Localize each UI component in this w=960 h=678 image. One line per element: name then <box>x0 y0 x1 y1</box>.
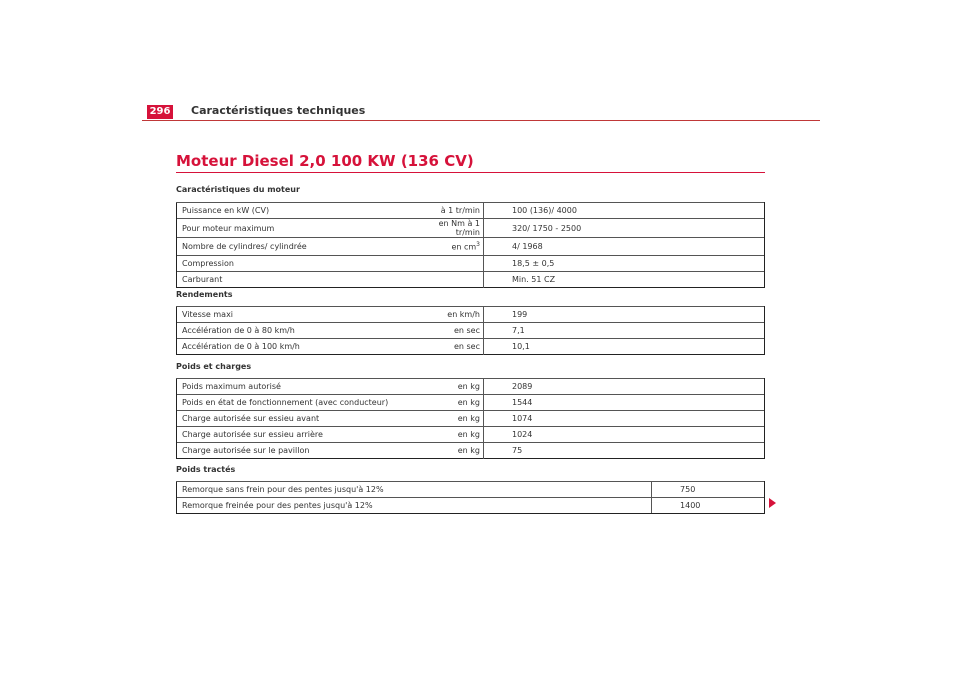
page-number: 296 <box>147 105 173 119</box>
row-label: Pour moteur maximum <box>177 219 423 238</box>
row-value: 1544 <box>484 395 765 411</box>
performance-heading: Rendements <box>176 290 233 299</box>
table-row <box>177 427 765 443</box>
section-title: Moteur Diesel 2,0 100 KW (136 CV) <box>176 152 474 170</box>
towing-table <box>176 481 765 514</box>
performance-table <box>176 306 765 355</box>
row-label: Charge autorisée sur essieu arrière <box>177 427 423 443</box>
row-unit: en sec <box>422 323 484 339</box>
row-label: Carburant <box>177 272 423 288</box>
engine-heading: Caractéristiques du moteur <box>176 185 300 194</box>
row-unit: en kg <box>422 427 484 443</box>
towing-heading: Poids tractés <box>176 465 236 474</box>
row-value: 1074 <box>484 411 765 427</box>
row-value: 4/ 1968 <box>484 238 765 256</box>
row-unit: en kg <box>422 379 484 395</box>
row-unit: en sec <box>422 339 484 355</box>
row-value: 2089 <box>484 379 765 395</box>
row-label: Vitesse maxi <box>177 307 423 323</box>
table-row <box>177 411 765 427</box>
row-value: 1400 <box>652 498 765 514</box>
table-row <box>177 379 765 395</box>
table-row <box>177 443 765 459</box>
table-row <box>177 339 765 355</box>
row-label: Puissance en kW (CV) <box>177 203 423 219</box>
row-label: Poids en état de fonctionnement (avec conducteur) <box>177 395 423 411</box>
row-value: 75 <box>484 443 765 459</box>
row-unit: en kg <box>422 443 484 459</box>
unit-superscript: 3 <box>476 241 480 249</box>
section-divider <box>176 172 765 173</box>
weights-table <box>176 378 765 459</box>
row-label: Accélération de 0 à 80 km/h <box>177 323 423 339</box>
row-value: 100 (136)/ 4000 <box>484 203 765 219</box>
row-value: 7,1 <box>484 323 765 339</box>
row-unit <box>422 238 484 256</box>
row-unit <box>422 272 484 288</box>
row-label: Charge autorisée sur essieu avant <box>177 411 423 427</box>
row-value: Min. 51 CZ <box>484 272 765 288</box>
weights-heading: Poids et charges <box>176 362 252 371</box>
row-label: Remorque freinée pour des pentes jusqu'à 12% <box>177 498 652 514</box>
row-unit <box>422 256 484 272</box>
table-row <box>177 219 765 238</box>
table-row <box>177 238 765 256</box>
row-unit: en kg <box>422 395 484 411</box>
row-value: 320/ 1750 - 2500 <box>484 219 765 238</box>
table-row <box>177 323 765 339</box>
row-label: Charge autorisée sur le pavillon <box>177 443 423 459</box>
table-row <box>177 482 765 498</box>
row-value: 750 <box>652 482 765 498</box>
unit-text: en cm <box>451 242 477 252</box>
table-row <box>177 307 765 323</box>
row-label: Accélération de 0 à 100 km/h <box>177 339 423 355</box>
row-unit: en km/h <box>422 307 484 323</box>
table-row <box>177 395 765 411</box>
row-label: Nombre de cylindres/ cylindrée <box>177 238 423 256</box>
row-value: 1024 <box>484 427 765 443</box>
row-value: 18,5 ± 0,5 <box>484 256 765 272</box>
table-row <box>177 203 765 219</box>
chapter-title: Caractéristiques techniques <box>191 104 366 117</box>
row-label: Poids maximum autorisé <box>177 379 423 395</box>
row-label: Compression <box>177 256 423 272</box>
next-page-arrow-icon <box>769 498 776 508</box>
row-label: Remorque sans frein pour des pentes jusqu'à 12% <box>177 482 652 498</box>
table-row <box>177 498 765 514</box>
table-row <box>177 256 765 272</box>
row-unit: en kg <box>422 411 484 427</box>
engine-table <box>176 202 765 288</box>
header-divider <box>142 120 820 121</box>
row-value: 199 <box>484 307 765 323</box>
row-unit: en Nm à 1 tr/min <box>422 219 484 238</box>
row-unit: à 1 tr/min <box>422 203 484 219</box>
row-value: 10,1 <box>484 339 765 355</box>
table-row <box>177 272 765 288</box>
